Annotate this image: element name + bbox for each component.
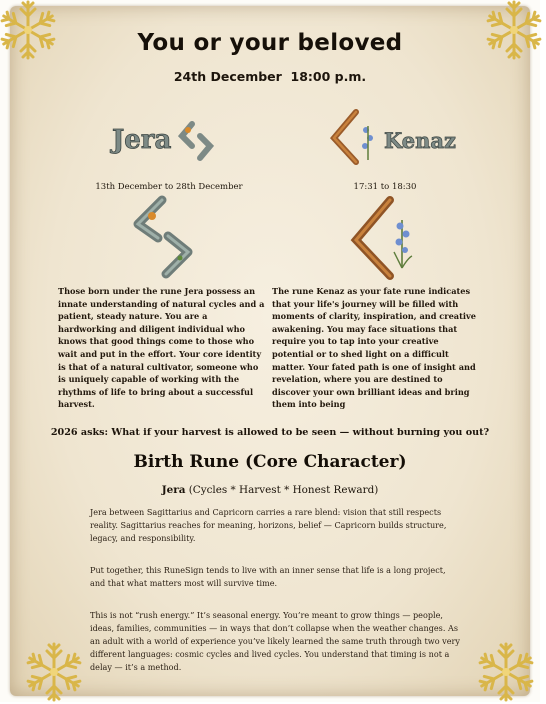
birth-rune-heading: Birth Rune (Core Character) [133,452,407,472]
date-time: 24th December 18:00 p.m. [173,69,367,84]
jera-date-range: 13th December to 28th December [95,182,243,192]
kenaz-symbol-icon [346,196,418,280]
jera-description: Those born under the rune Jera possess an innate understanding of natural cycles and a patient, steady nature. You are a hardworking and diligent individual who knows that good things come to those who wait and put in the effort. Your core identity is that of a natural cultivator, someone who is uniquely capable of working with the rhythms of life to bring about a successful harvest. [58,286,265,410]
kenaz-rune-icon [326,108,456,168]
yearly-question: 2026 asks: What if your harvest is allowed to be seen — without burning you out? [50,427,490,438]
jera-rune-icon [110,112,220,168]
body-paragraph: Jera between Sagittarius and Capricorn carries a rare blend: vision that still respects reality. Sagittarius reaches for meaning, horizons, belief — Capricorn builds structure, legacy, and responsibility. [90,507,447,543]
birth-rune-keywords: (Cycles * Harvest * Honest Reward) [185,484,379,496]
jera-symbol-icon [128,196,198,278]
kenaz-wordmark: Kenaz [384,128,456,153]
snowflake-icon [474,640,538,704]
birth-rune-name: Jera [161,484,186,496]
kenaz-description: The rune Kenaz as your fate rune indicates that your life's journey will be filled with moments of clarity, inspiration, and creative awakening. You may face situations that require you to tap into your creative potential or to shed light on a difficult matter. Your fated path is one of insight and revelation, where you are destined to discover your own brilliant ideas and bring them into being [272,286,476,410]
birth-rune-subheading [0,484,540,496]
page-title: You or your beloved [137,30,403,56]
jera-wordmark: Jera [112,125,172,155]
body-paragraph: This is not “rush energy.” It’s seasonal energy. You’re meant to grow things — people, ideas, families, communities — in ways that don’t collapse when the weather changes. As an adult with a world of experience you’ve likely learned the same truth through two very different languages: cosmic cycles and lived cycles. You understand that timing is not a delay — it’s a method. [90,610,460,672]
body-paragraph: Put together, this RuneSign tends to live with an inner sense that life is a long project, and that what matters most will survive time. [90,565,446,588]
kenaz-time-range: 17:31 to 18:30 [353,182,417,192]
snowflake-icon [22,640,86,704]
